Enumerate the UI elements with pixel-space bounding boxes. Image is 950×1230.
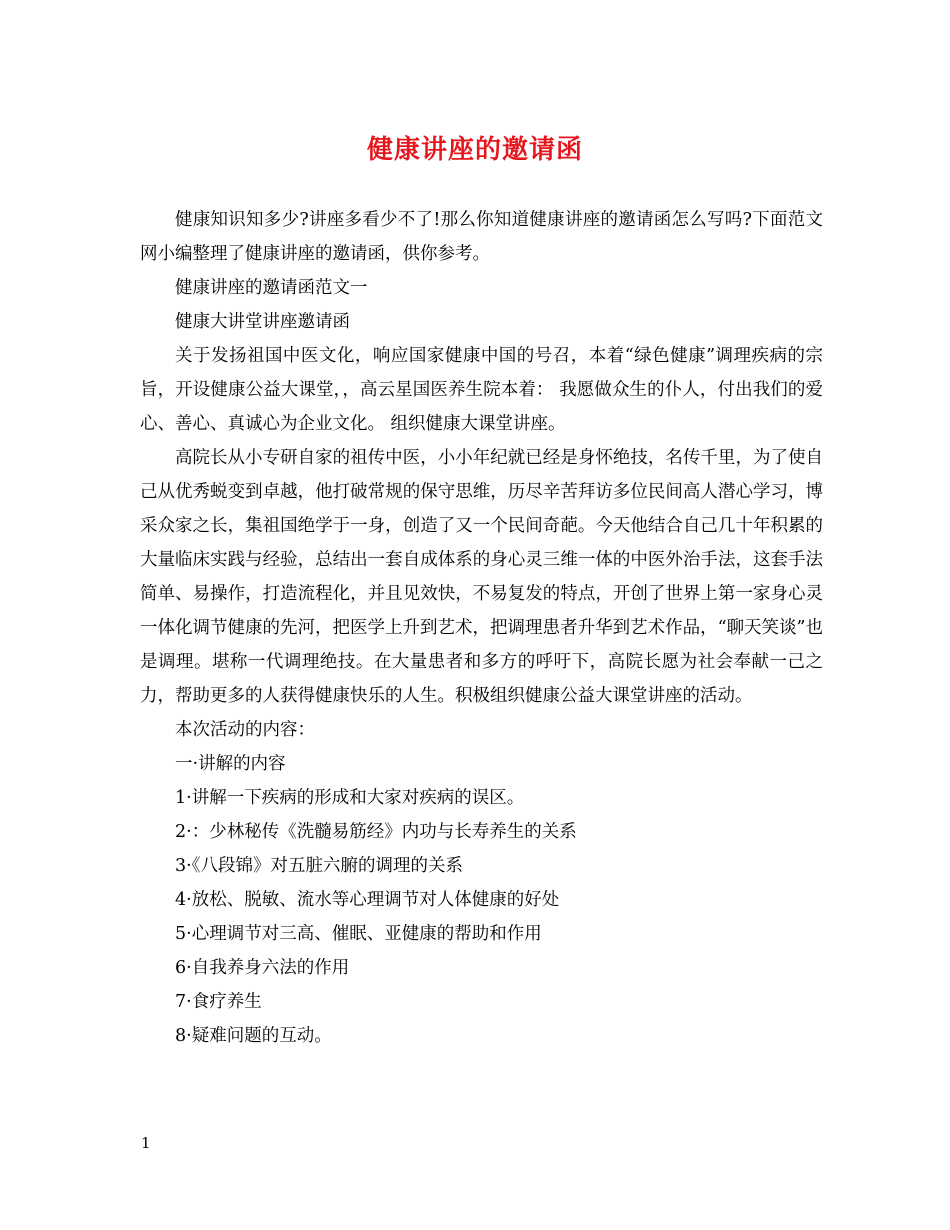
list-item: 6·自我养身六法的作用: [175, 958, 350, 978]
invitation-heading: 健康大讲堂讲座邀请函: [175, 312, 350, 332]
list-item: 5·心理调节对三高、催眠、亚健康的帮助和作用: [175, 924, 542, 944]
list-item: 3·《八段锦》对五脏六腑的调理的关系: [175, 856, 463, 876]
list-item: 2·：少林秘传《洗髓易筋经》内功与长寿养生的关系: [175, 822, 577, 842]
sample-heading: 健康讲座的邀请函范文一: [175, 278, 368, 298]
list-item: 7·食疗养生: [175, 992, 262, 1012]
background-paragraph: 高院长从小专研自家的祖传中医，小小年纪就已经是身怀绝技，名传千里，为了使自己从优秀蜕变到卓越，他打破常规的保守思维，历尽辛苦拜访多位民间高人潜心学习，博采众家之长，集祖国绝学于一身，创造了又一个民间奇葩。今天他结合自己几十年积累的大量临床实践与经验，总结出一套自成体系的身心灵三维一体的中医外治手法，这套手法简单、易操作，打造流程化，并且见效快，不易复发的特点，开创了世界上第一家身心灵一体化调节健康的先河，把医学上升到艺术，把调理患者升华到艺术作品，“聊天笑谈”也是调理。堪称一代调理绝技。在大量患者和多方的呼吁下，高院长愿为社会奉献一己之力，帮助更多的人获得健康快乐的人生。积极组织健康公益大课堂讲座的活动。: [140, 448, 823, 706]
list-item: 8·疑难问题的互动。: [175, 1026, 332, 1046]
document-body: [140, 203, 823, 1053]
section-heading: 一·讲解的内容: [175, 754, 286, 774]
document-title: 健康讲座的邀请函: [366, 135, 583, 165]
list-item: 1·讲解一下疾病的形成和大家对疾病的误区。: [175, 788, 525, 808]
purpose-paragraph: 关于发扬祖国中医文化，响应国家健康中国的号召，本着“绿色健康”调理疾病的宗旨，开设健康公益大课堂，，高云星国医养生院本着： 我愿做众生的仆人，付出我们的爱心、善心、真诚心为企业文化。 组织健康大课堂讲座。: [140, 346, 823, 434]
activity-heading: 本次活动的内容：: [175, 720, 315, 740]
intro-paragraph: 健康知识知多少?讲座多看少不了!那么你知道健康讲座的邀请函怎么写吗?下面范文网小编整理了健康讲座的邀请函，供你参考。: [140, 210, 823, 264]
page-number: 1: [141, 1134, 151, 1152]
list-item: 4·放松、脱敏、流水等心理调节对人体健康的好处: [175, 890, 560, 910]
